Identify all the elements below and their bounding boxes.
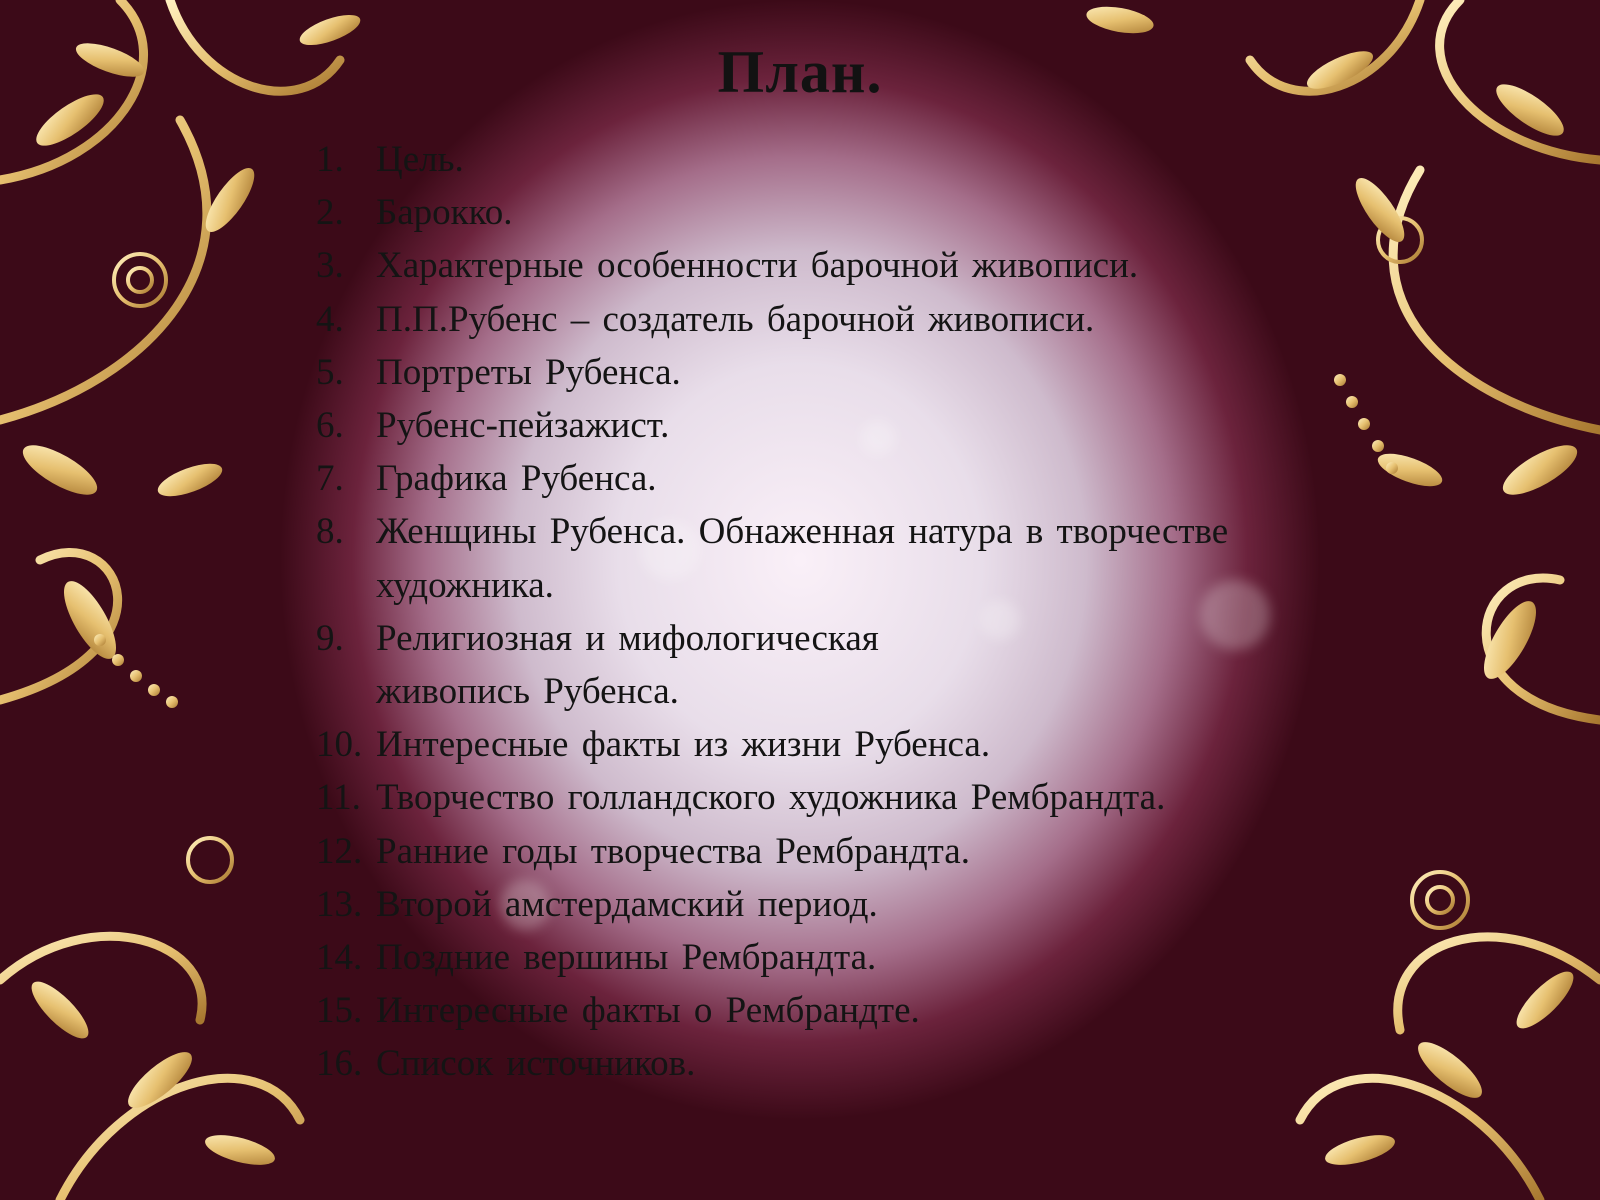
- item-text: Интересные факты из жизни Рубенса.: [376, 724, 991, 766]
- slide-title: План.: [717, 39, 883, 105]
- list-item: [316, 825, 1386, 878]
- item-number: 4.: [316, 298, 344, 340]
- list-item: [316, 293, 1386, 346]
- item-text: Поздние вершины Рембрандта.: [376, 937, 877, 979]
- item-number: 15.: [316, 990, 363, 1032]
- item-number: 13.: [316, 883, 363, 925]
- list-item: [316, 718, 1386, 771]
- item-text: Второй амстердамский период.: [376, 883, 878, 925]
- item-number: 5.: [316, 351, 344, 393]
- list-item: [316, 186, 1386, 239]
- item-text: Цель.: [376, 139, 464, 180]
- list-item: [316, 452, 1386, 505]
- item-number: 8.: [316, 511, 344, 553]
- item-number: 14.: [316, 937, 363, 979]
- item-number: 11.: [316, 777, 361, 819]
- item-number: 7.: [316, 458, 344, 500]
- item-text: Графика Рубенса.: [376, 458, 657, 500]
- list-item: [316, 399, 1386, 452]
- item-text: Творчество голландского художника Рембрандта.: [376, 777, 1166, 819]
- item-text: Рубенс-пейзажист.: [376, 405, 670, 447]
- item-text: Портреты Рубенса.: [376, 351, 681, 393]
- item-number: 10.: [316, 724, 363, 766]
- item-text: П.П.Рубенс – создатель барочной живописи.: [376, 298, 1095, 340]
- item-text: Список источников.: [376, 1043, 696, 1085]
- list-item: [316, 612, 1386, 718]
- plan-list: [316, 133, 1386, 1091]
- list-item: [316, 133, 1386, 186]
- list-item: [316, 505, 1386, 611]
- item-number: 6.: [316, 405, 344, 447]
- list-item: [316, 346, 1386, 399]
- item-number: 3.: [316, 245, 344, 287]
- item-number: 16.: [316, 1043, 363, 1085]
- list-item: [316, 239, 1386, 292]
- list-item: [316, 1037, 1386, 1090]
- list-item: [316, 878, 1386, 931]
- item-text: Интересные факты о Рембрандте.: [376, 990, 920, 1032]
- item-number: 12.: [316, 830, 363, 872]
- list-item: [316, 984, 1386, 1037]
- item-number: 1.: [316, 139, 344, 180]
- item-text: Барокко.: [376, 192, 513, 234]
- item-number: 9.: [316, 617, 344, 659]
- item-text: Ранние годы творчества Рембрандта.: [376, 830, 970, 872]
- item-text: Религиозная и мифологическая живопись Рубенса.: [376, 617, 879, 713]
- list-item: [316, 931, 1386, 984]
- list-item: [316, 771, 1386, 824]
- item-text: Женщины Рубенса. Обнаженная натура в творчестве художника.: [376, 511, 1229, 606]
- item-text: Характерные особенности барочной живописи.: [376, 245, 1139, 287]
- item-number: 2.: [316, 192, 344, 234]
